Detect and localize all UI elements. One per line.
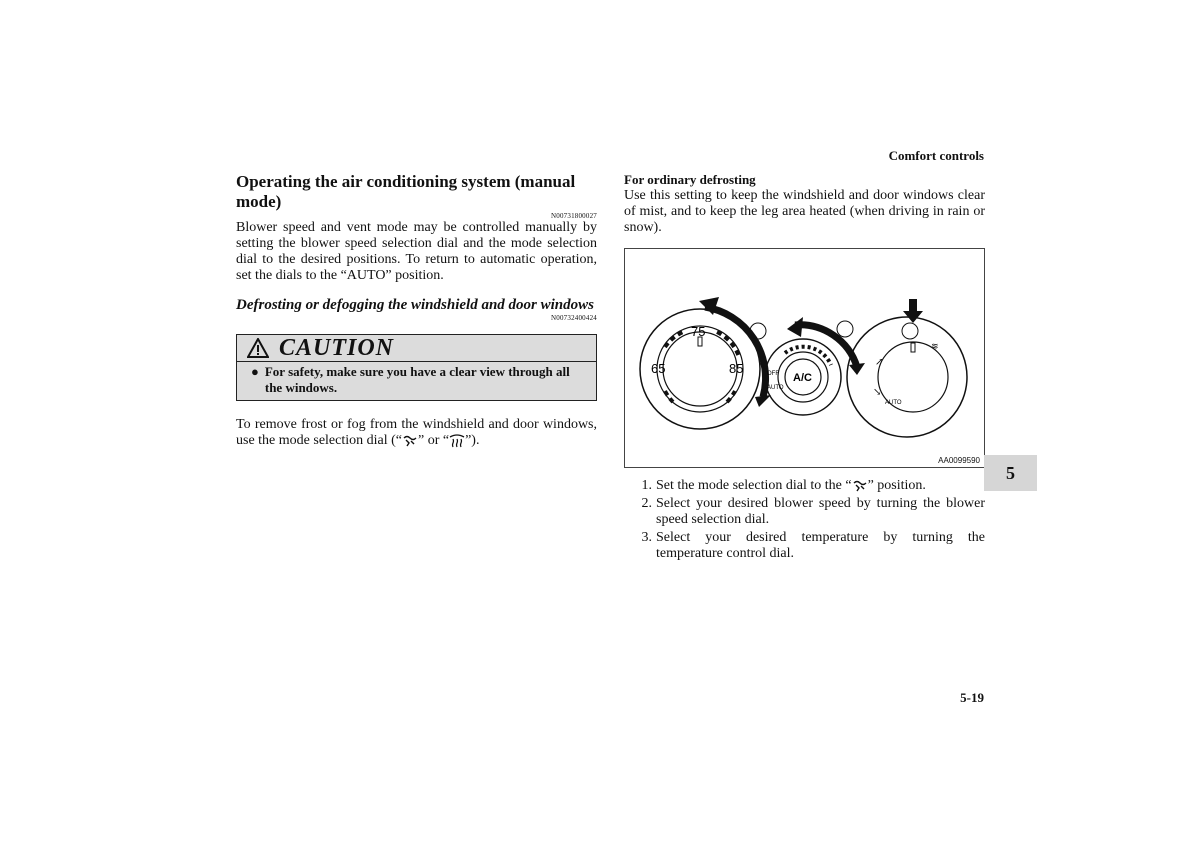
- right-column: [624, 172, 985, 564]
- bullet-icon: ●: [251, 364, 259, 379]
- subtitle-ordinary-defrosting: For ordinary defrosting: [624, 172, 756, 187]
- auto-label-left: AUTO: [767, 385, 784, 391]
- step-text: Select your desired blower speed by turning the blower speed selection dial.: [656, 496, 985, 527]
- section-heading: Operating the air conditioning system (manual mode): [236, 172, 576, 211]
- defrost-icon: [449, 434, 465, 448]
- defrost-floor-mode-icon: [852, 479, 868, 493]
- list-item: [624, 496, 985, 528]
- steps-list: [624, 478, 985, 562]
- step1-text-2: ” position.: [867, 478, 926, 493]
- step-number: 3.: [641, 530, 652, 545]
- subheading: Defrosting or defogging the windshield and door windows: [236, 297, 594, 313]
- auto-label-right: AUTO: [885, 400, 902, 406]
- defrost-text-1: To remove frost or fog from the windshield and door windows, use the mode selection dial (“: [236, 417, 597, 448]
- defrost-text-2: ” or “: [418, 433, 450, 448]
- chapter-tab: 5: [984, 455, 1037, 491]
- ordinary-defrosting-paragraph: Use this setting to keep the windshield and door windows clear of mist, and to keep the leg area heated (when driving in rain or snow).: [624, 188, 985, 235]
- list-item: [624, 478, 985, 494]
- step-text: Select your desired temperature by turning the temperature control dial.: [656, 530, 985, 561]
- ac-label: A/C: [793, 372, 812, 384]
- caution-item: [237, 362, 596, 400]
- face-mode-icon: ↗: [875, 357, 884, 368]
- heading-code: N00731800027: [551, 212, 597, 220]
- intro-paragraph: Blower speed and vent mode may be controlled manually by setting the blower speed selection dial and the mode selection dial to the desired positions. To return to automatic operation, set the dials to the “AUTO” position.: [236, 220, 597, 283]
- figure-code: AA0099590: [938, 456, 980, 465]
- step-number: 2.: [641, 496, 652, 511]
- caution-text: For safety, make sure you have a clear view through all the windows.: [264, 364, 570, 395]
- climate-control-panel-illustration: [625, 249, 984, 467]
- caution-header: [237, 335, 596, 362]
- caution-box: [236, 334, 597, 401]
- temp-75-label: 75: [691, 324, 706, 339]
- climate-control-figure: [624, 248, 985, 468]
- step-text: [656, 478, 926, 494]
- warning-triangle-icon: [247, 338, 269, 358]
- caution-title: CAUTION: [279, 334, 395, 361]
- defrost-floor-mode-icon: [402, 434, 418, 448]
- defrost-mode-icon: ≋: [931, 341, 939, 351]
- step-number: 1.: [641, 478, 652, 493]
- running-header: Comfort controls: [888, 148, 984, 163]
- subheading-code: N00732400424: [551, 314, 597, 322]
- defrost-paragraph: [236, 417, 597, 449]
- temp-65-label: 65: [651, 361, 666, 376]
- page-number: 5-19: [960, 690, 984, 705]
- floor-mode-icon: ↘: [873, 387, 882, 398]
- temp-85-label: 85: [729, 361, 744, 376]
- off-label: OFF: [767, 371, 779, 377]
- list-item: [624, 530, 985, 562]
- defrost-text-3: ”).: [465, 433, 480, 448]
- left-column: [236, 172, 597, 449]
- step1-text-1: Set the mode selection dial to the “: [656, 478, 852, 493]
